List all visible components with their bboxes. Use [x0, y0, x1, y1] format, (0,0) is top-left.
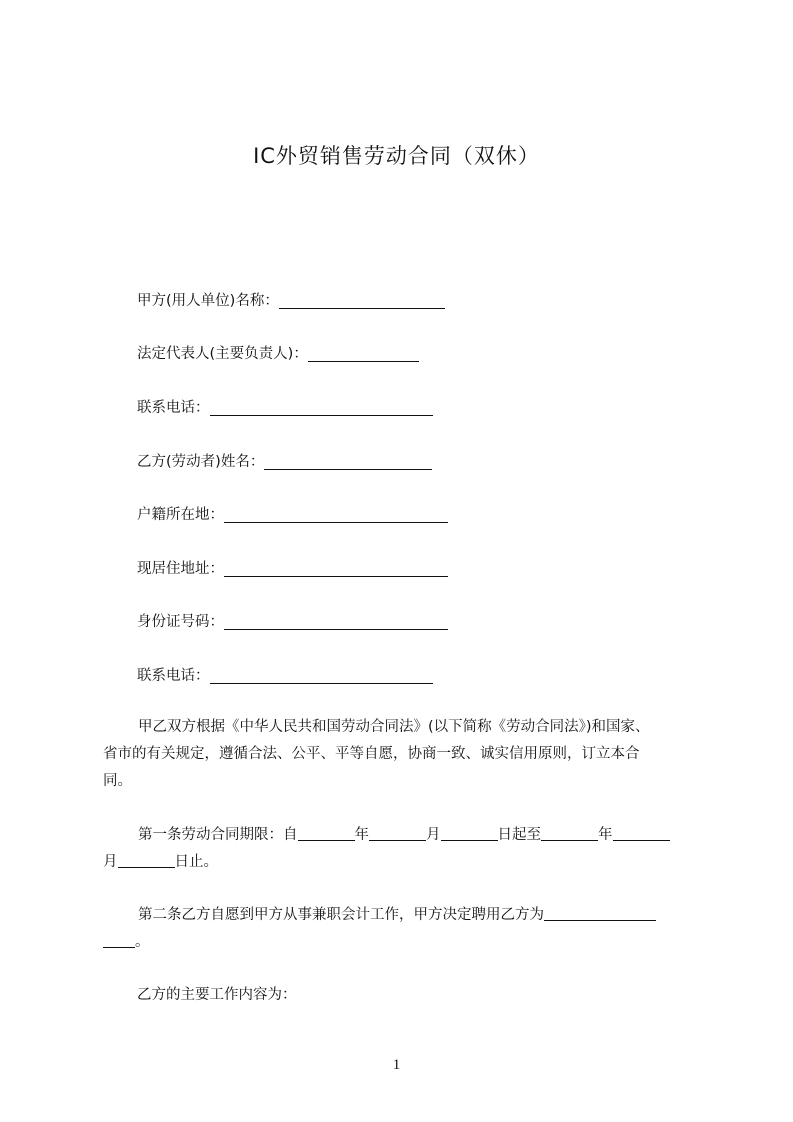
article-2-line-2	[103, 929, 703, 956]
fill-in-blank[interactable]	[279, 290, 445, 309]
field-label: 身份证号码：	[137, 614, 224, 630]
year-label: 年	[598, 827, 613, 843]
field-label: 现居住地址：	[137, 561, 224, 577]
intro-line: 同。	[103, 773, 132, 789]
start-day-blank[interactable]	[441, 823, 498, 841]
end-day-blank[interactable]	[118, 850, 175, 868]
duties-label: 乙方的主要工作内容为：	[137, 987, 297, 1003]
field-label: 甲方(用人单位)名称：	[137, 293, 279, 309]
fill-in-blank[interactable]	[308, 343, 419, 362]
fill-in-blank[interactable]	[224, 611, 448, 630]
household-registration-field	[137, 504, 448, 526]
article-1-prefix: 第一条劳动合同期限：自	[138, 827, 298, 843]
duties-heading	[137, 984, 297, 1006]
fill-in-blank[interactable]	[210, 665, 433, 684]
field-label: 乙方(劳动者)姓名：	[137, 454, 265, 470]
id-number-field	[137, 611, 448, 633]
month-label: 月	[103, 854, 118, 870]
page-number: 1	[392, 1057, 401, 1073]
field-label: 户籍所在地：	[137, 507, 224, 523]
party-a-name-field	[137, 290, 445, 312]
party-a-phone-field	[137, 397, 433, 419]
start-year-blank[interactable]	[298, 823, 355, 841]
intro-line: 甲乙双方根据《中华人民共和国劳动合同法》(以下简称《劳动合同法》)和国家、	[138, 719, 650, 735]
fill-in-blank[interactable]	[224, 504, 448, 523]
legal-representative-field	[137, 343, 419, 365]
article-2-line-1	[103, 902, 703, 929]
party-b-name-field	[137, 451, 432, 473]
intro-paragraph	[103, 714, 703, 795]
end-month-blank[interactable]	[613, 823, 670, 841]
month-label: 月	[426, 827, 441, 843]
end-year-blank[interactable]	[541, 823, 598, 841]
fill-in-blank[interactable]	[224, 558, 448, 577]
day-from-label: 日起至	[497, 827, 541, 843]
party-b-phone-field	[137, 665, 433, 687]
intro-line: 省市的有关规定，遵循合法、公平、平等自愿，协商一致、诚实信用原则，订立本合	[103, 746, 640, 762]
day-end-label: 日止。	[174, 854, 218, 870]
year-label: 年	[354, 827, 369, 843]
article-1-line-1	[103, 822, 703, 849]
fill-in-blank[interactable]	[264, 451, 432, 470]
field-label: 联系电话：	[137, 668, 210, 684]
position-blank-continued[interactable]	[103, 930, 135, 948]
document-title: IC外贸销售劳动合同（双休）	[253, 144, 540, 168]
article-1-paragraph	[103, 822, 703, 876]
fill-in-blank[interactable]	[210, 397, 433, 416]
position-blank[interactable]	[544, 903, 656, 921]
current-address-field	[137, 558, 448, 580]
article-1-line-2	[103, 849, 703, 876]
start-month-blank[interactable]	[369, 823, 426, 841]
article-2-text: 第二条乙方自愿到甲方从事兼职会计工作，甲方决定聘用乙方为	[138, 907, 544, 923]
article-2-end: 。	[135, 934, 150, 950]
article-2-paragraph	[103, 902, 703, 956]
field-label: 联系电话：	[137, 400, 210, 416]
field-label: 法定代表人(主要负责人)：	[137, 346, 308, 362]
